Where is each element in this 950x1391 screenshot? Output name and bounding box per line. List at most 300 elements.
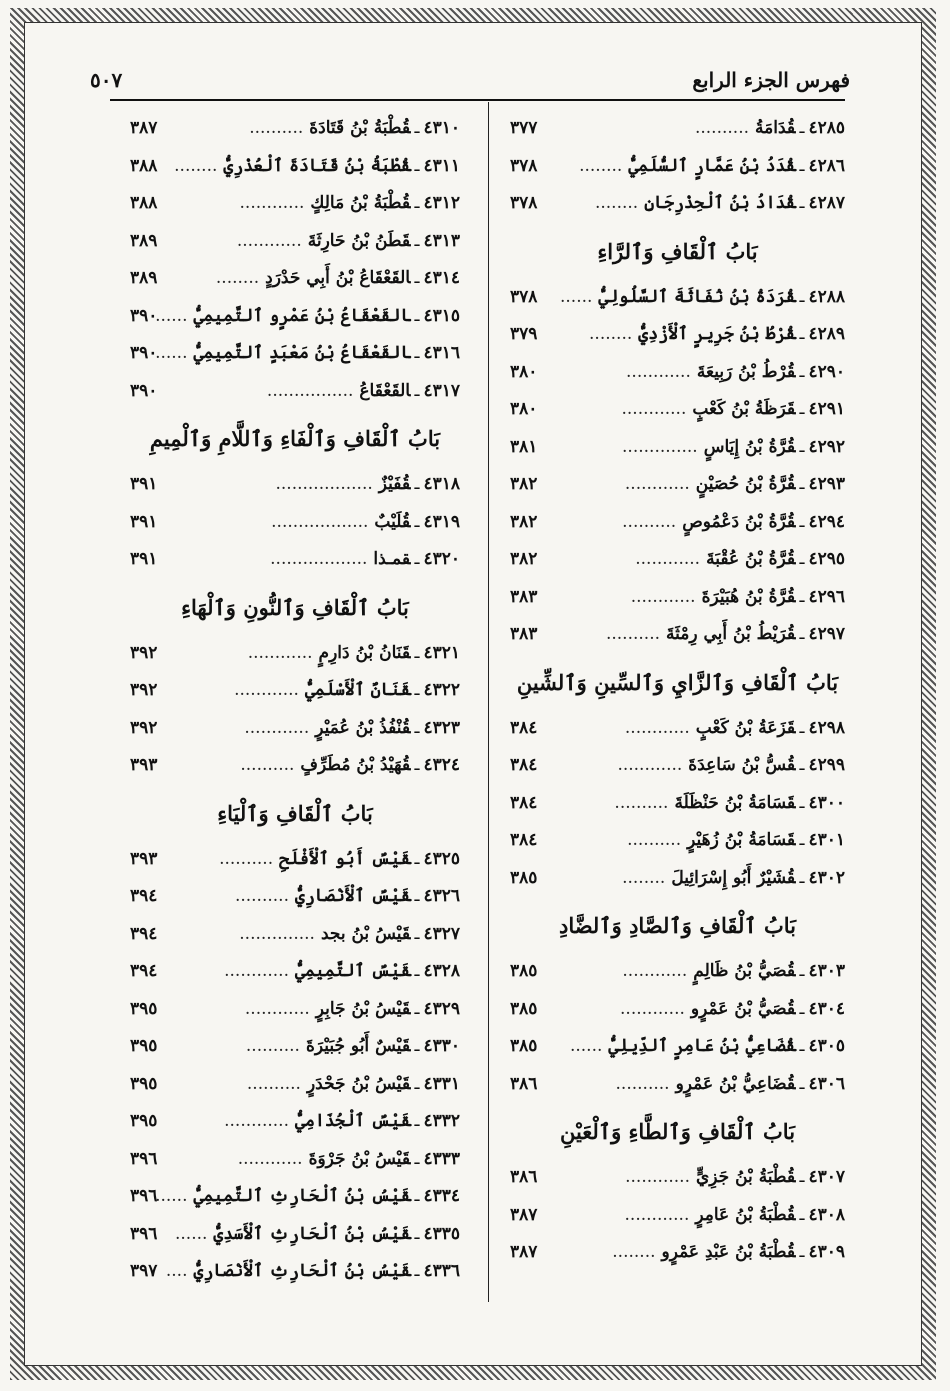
entry-number: ٤٣٠٠ [808,792,845,813]
entry-number: ٤٣٠٥ [808,1036,845,1056]
entry-leader-dots: ...... [559,286,593,307]
entry-name: قُفَيْزٌ [378,474,411,494]
entry-leader-dots: .......... [614,792,669,813]
entry-leader-dots: .......... [605,624,661,644]
entry-separator: ـ [414,998,420,1019]
entry-separator: ـ [414,755,420,775]
entry-leader-dots: ............ [630,586,696,607]
entry-page-number: ٣٨٥ [510,961,538,981]
entry-number: ٤٣٣١ [423,1073,460,1094]
index-entry [130,298,460,336]
entry-leader-dots: ........ [622,867,666,888]
page-title: فهرس الجزء الرابع [692,68,850,92]
entry-number: ٤٣٢٨ [423,961,460,981]
entry-separator: ـ [414,268,420,288]
entry-name: قُرَّةُ بْنُ هُبَيْرَةَ [701,586,796,607]
index-entry [130,991,460,1029]
entry-page-number: ٣٧٨ [510,286,538,307]
entry-name: قَسَامَةُ بْنُ زُهَيْرٍ [687,830,796,850]
entry-leader-dots: .............. [239,923,315,944]
entry-leader-dots: ............ [237,1148,303,1169]
entry-separator: ـ [414,642,420,663]
entry-name: قُطْبَةُ بْنُ عَامِرٍ [695,1204,796,1225]
entry-number: ٤٣٢٩ [423,998,460,1019]
index-entry [130,260,460,298]
index-entry [130,504,460,542]
index-entry [130,1253,460,1291]
entry-page-number: ٣٧٧ [510,118,538,138]
entry-leader-dots: ............ [620,998,685,1019]
entry-number: ٤٣٠٤ [808,998,845,1019]
entry-name: قَيْسُ بْنُ جَرْوَةَ [308,1148,411,1169]
entry-number: ٤٣٢٦ [423,886,460,906]
entry-separator: ـ [414,923,420,944]
index-entry [510,616,845,654]
entry-number: ٤٣٢١ [423,642,460,663]
entry-page-number: ٣٨٦ [510,1073,538,1094]
entry-number: ٤٢٩٩ [808,755,845,775]
entry-number: ٤٣٢٥ [423,848,460,869]
entry-number: ٤٣١٠ [423,118,460,138]
entry-leader-dots: .......... [240,755,295,775]
entry-separator: ـ [414,549,420,569]
index-entry [510,953,845,991]
entry-name: قُدَامَةُ [755,118,796,138]
index-entry [130,335,460,373]
entry-leader-dots: .................. [275,474,373,494]
index-entry [510,860,845,898]
index-entry [510,391,845,429]
entry-page-number: ٣٩٠ [130,380,158,401]
entry-name: قُطْبَةُ بْنُ قَتَادَةَ [309,118,411,138]
entry-leader-dots: .......... [615,1073,670,1094]
entry-leader-dots: ............ [621,399,687,419]
entry-leader-dots: ............ [239,193,305,213]
entry-leader-dots: .................. [270,549,368,569]
entry-number: ٤٣١٦ [423,343,460,363]
entry-number: ٤٣٣٠ [423,1036,460,1056]
entry-leader-dots: .... [165,1261,188,1281]
entry-name: قَنَانٌ ٱلْأَسْلَمِيُّ [304,680,411,700]
entry-name: قَيْسٌ ٱلْأَنْصَارِيُّ [294,886,411,906]
entry-leader-dots: ........ [589,324,633,344]
entry-number: ٤٣١٨ [423,474,460,494]
entry-name: قمـذا [373,549,411,569]
entry-page-number: ٣٧٩ [510,324,538,344]
entry-separator: ـ [799,436,805,457]
entry-name: قُرَّةُ بْنُ إِيَاسٍ [703,436,796,457]
entry-page-number: ٣٩٤ [130,923,158,944]
entry-leader-dots: .............. [622,436,698,457]
entry-separator: ـ [414,193,420,213]
entry-page-number: ٣٨٦ [510,1167,538,1187]
entry-name: قُرَيْطُ بْنُ أَبِي رِمْثَةَ [666,624,796,644]
index-entry [510,1197,845,1235]
entry-separator: ـ [799,361,805,382]
entry-page-number: ٣٨٤ [510,830,538,850]
entry-page-number: ٣٨٨ [130,155,158,176]
entry-name: قَيْسُ بْنُ بجد [320,923,411,944]
left-column [130,110,460,1291]
entry-name: قُدَدُ بْنُ عَمَّارٍ ٱلسُّلَمِيُّ [628,155,796,176]
entry-number: ٤٢٨٩ [808,324,845,344]
entry-separator: ـ [799,792,805,813]
index-entry [510,541,845,579]
entry-name: قَيْسٌ أَبُو ٱلْأَفْلَحِ [279,848,411,869]
entry-page-number: ٣٨٨ [130,193,158,213]
index-entry [510,785,845,823]
entry-separator: ـ [414,1186,420,1206]
entry-page-number: ٣٩٦ [130,1148,158,1169]
entry-number: ٤٣٠٨ [808,1204,845,1225]
entry-page-number: ٣٩٥ [130,1036,158,1056]
entry-page-number: ٣٨٢ [510,474,538,494]
entry-page-number: ٣٨٩ [130,230,158,251]
entry-leader-dots: ...... [569,1036,603,1056]
entry-separator: ـ [414,1111,420,1131]
index-entry [130,185,460,223]
index-entry [130,1141,460,1179]
index-entry [130,710,460,748]
entry-separator: ـ [414,961,420,981]
entry-number: ٤٣٢٢ [423,680,460,700]
entry-leader-dots: ........ [579,155,623,176]
entry-number: ٤٣١٣ [423,230,460,251]
index-entry [510,1159,845,1197]
entry-separator: ـ [414,155,420,176]
entry-leader-dots: .......... [249,118,304,138]
entry-separator: ـ [799,549,805,569]
entry-page-number: ٣٩٢ [130,680,158,700]
entry-name: قُرَّةُ بْنُ حُصَيْنٍ [695,474,796,494]
entry-number: ٤٢٩١ [808,399,845,419]
index-entry [510,1234,845,1272]
entry-leader-dots: ...... [174,1223,208,1244]
entry-page-number: ٣٩٧ [130,1261,158,1281]
entry-number: ٤٢٨٨ [808,286,845,307]
entry-number: ٤٣٣٦ [423,1261,460,1281]
entry-page-number: ٣٨٤ [510,792,538,813]
entry-name: قُرَدَةُ بْنُ نُفَاثَةَ ٱلسَّلُولِيُّ [598,286,796,307]
entry-separator: ـ [414,343,420,363]
entry-name: قُطْبَةُ بْنُ مَالِكٍ [310,193,411,213]
index-entry [510,316,845,354]
entry-separator: ـ [799,193,805,213]
section-heading: بَابُ ٱلْقَافِ وَٱلطَّاءِ وَٱلْعَيْنِ [559,1119,796,1144]
entry-leader-dots: .................. [271,511,369,532]
entry-number: ٤٣٢٠ [423,549,460,569]
entry-name: قَيْسٌ ٱلتَّمِيمِيُّ [294,961,411,981]
entry-separator: ـ [799,961,805,981]
entry-name: قُطْبَةُ بْنُ جَزِيٍّ [695,1167,796,1187]
entry-name: قَيْسُ بْنُ ٱلْحَارِثِ ٱلْأَنْصَارِيُّ [193,1261,411,1281]
header-rule [110,99,845,101]
entry-separator: ـ [414,380,420,401]
entry-separator: ـ [414,848,420,869]
entry-leader-dots: .......... [245,1036,300,1056]
entry-separator: ـ [799,624,805,644]
entry-number: ٤٢٨٦ [808,155,845,176]
index-entry [510,429,845,467]
entry-page-number: ٣٨٧ [510,1204,538,1225]
entry-separator: ـ [414,717,420,738]
entry-separator: ـ [414,886,420,906]
entry-page-number: ٣٩٤ [130,961,158,981]
entry-name: قُصَيُّ بْنُ ظَالِمٍ [693,961,796,981]
entry-number: ٤٣٠٢ [808,867,845,888]
page-header [90,62,850,102]
entry-separator: ـ [799,1167,805,1187]
entry-number: ٤٢٩٢ [808,436,845,457]
index-entry [510,110,845,148]
entry-leader-dots: ............ [244,717,310,738]
index-entry [130,373,460,411]
entry-page-number: ٣٨٥ [510,998,538,1019]
entry-separator: ـ [414,1261,420,1281]
entry-name: قَنَانُ بْنُ دَارِمٍ [318,642,411,663]
entry-number: ٤٣٢٣ [423,717,460,738]
entry-separator: ـ [799,511,805,532]
entry-leader-dots: ............ [624,1204,690,1225]
entry-name: قُلَيْبٌ [374,511,411,532]
entry-number: ٤٣٢٧ [423,923,460,944]
index-entry [510,504,845,542]
entry-number: ٤٢٩٣ [808,474,845,494]
index-entry [510,747,845,785]
index-entry [130,541,460,579]
index-entry [510,185,845,223]
entry-page-number: ٣٩١ [130,511,158,532]
entry-separator: ـ [414,1148,420,1169]
entry-separator: ـ [799,717,805,738]
entry-name: القَعْقَاعُ بْنُ عَمْرٍو ٱلتَّمِيمِيُّ [193,305,411,326]
entry-number: ٤٣١٥ [423,305,460,326]
entry-number: ٤٢٩٤ [808,511,845,532]
entry-number: ٤٢٩٥ [808,549,845,569]
entry-name: قُصَيُّ بْنُ عَمْرٍو [690,998,796,1019]
entry-name: قَطَنُ بْنُ حَارِثَةَ [307,230,411,251]
entry-leader-dots: .......... [627,830,682,850]
entry-name: قُرَّةُ بْنُ عُقْبَةَ [706,549,796,569]
entry-leader-dots: ............ [224,1111,289,1131]
entry-page-number: ٣٨٠ [510,399,538,419]
index-entry [510,710,845,748]
index-entry [130,148,460,186]
entry-number: ٤٣٣٢ [423,1111,460,1131]
entry-name: القَعْقَاعُ بْنُ أَبِي حَدْرَدٍ [265,268,411,288]
entry-name: قُضَاعِيُّ بْنُ عَامِرٍ ٱلدِّيلِيُّ [608,1036,796,1056]
entry-name: قُطْبَةُ بْنُ قَتَادَةَ ٱلْعُذْرِيُّ [223,155,411,176]
index-entry [130,466,460,504]
entry-page-number: ٣٨٥ [510,867,538,888]
entry-number: ٤٢٩٠ [808,361,845,382]
entry-leader-dots: ............ [624,474,690,494]
entry-name: قُرَّةُ بْنُ دَعْمُوصٍ [682,511,796,532]
entry-leader-dots: .......... [694,118,750,138]
index-entry [130,878,460,916]
entry-page-number: ٣٩٥ [130,1111,158,1131]
section-heading: بَابُ ٱلْقَافِ وَٱلنُّونِ وَٱلْهَاءِ [181,594,409,620]
index-entry [510,148,845,186]
index-entry [130,841,460,879]
index-entry [130,672,460,710]
entry-separator: ـ [799,118,805,138]
entry-page-number: ٣٨٧ [510,1242,538,1262]
entry-page-number: ٣٨٣ [510,586,538,607]
entry-leader-dots: .......... [234,886,289,906]
entry-separator: ـ [414,1223,420,1244]
entry-separator: ـ [799,755,805,775]
entry-separator: ـ [414,118,420,138]
entry-number: ٤٣٣٣ [423,1148,460,1169]
entry-leader-dots: ............ [617,755,683,775]
entry-separator: ـ [799,998,805,1019]
entry-separator: ـ [799,1242,805,1262]
index-entry [130,1178,460,1216]
entry-number: ٤٣١٢ [423,193,460,213]
entry-number: ٤٢٩٦ [808,586,845,607]
entry-separator: ـ [799,474,805,494]
entry-leader-dots: ............ [236,230,302,251]
entry-number: ٤٣٠٦ [808,1073,845,1094]
entry-leader-dots: ............ [622,961,688,981]
section-heading: بَابُ ٱلْقَافِ وَٱلصَّادِ وَٱلضَّادِ [558,913,797,938]
entry-separator: ـ [799,586,805,607]
entry-name: قُسُّ بْنُ سَاعِدَةَ [688,755,796,775]
entry-number: ٤٢٩٨ [808,717,845,738]
entry-name: قَيْسٌ ٱلْجُذَامِيُّ [294,1111,411,1131]
entry-page-number: ٣٩٢ [130,717,158,738]
entry-page-number: ٣٨٤ [510,755,538,775]
entry-name: القَعْقَاعُ بْنُ مَعْبَدٍ ٱلتَّمِيمِيُّ [193,343,411,363]
entry-page-number: ٣٩٢ [130,642,158,663]
entry-leader-dots: ...... [155,305,188,326]
index-entry [510,354,845,392]
entry-separator: ـ [799,399,805,419]
index-entry [130,1216,460,1254]
entry-page-number: ٣٨٢ [510,549,538,569]
index-entry [130,635,460,673]
index-entry [510,991,845,1029]
entry-number: ٤٢٨٧ [808,193,845,213]
entry-page-number: ٣٨١ [510,436,538,457]
index-entry [510,579,845,617]
index-entry [510,279,845,317]
entry-page-number: ٣٩١ [130,549,158,569]
entry-leader-dots: ........ [215,268,260,288]
entry-name: قَيْسُ بْنُ ٱلْحَارِثِ ٱلْأَسَدِيُّ [213,1223,411,1244]
section-heading: بَابُ ٱلْقَافِ وَٱلزَّايِ وَٱلسِّينِ وَٱلشِّينِ [516,669,839,695]
entry-separator: ـ [799,1036,805,1056]
entry-page-number: ٣٩٥ [130,998,158,1019]
entry-number: ٤٣٠٩ [808,1242,845,1262]
entry-name: قَيْسٌ أَبُو جُبَيْرَةَ [305,1036,411,1056]
entry-name: قَيْسُ بْنُ جَحْدَرٍ [306,1073,411,1094]
entry-number: ٤٣١٤ [423,268,460,288]
index-entry [130,953,460,991]
index-entry [130,916,460,954]
entry-separator: ـ [799,286,805,307]
entry-number: ٤٢٨٥ [808,118,845,138]
entry-page-number: ٣٩٠ [130,343,158,363]
section-heading: بَابُ ٱلْقَافِ وَٱلْيَاءِ [217,800,373,826]
page-number: ٥٠٧ [90,68,123,92]
entry-leader-dots: ............ [624,717,690,738]
index-entry [510,822,845,860]
entry-page-number: ٣٩٥ [130,1073,158,1094]
entry-number: ٤٣٢٤ [423,755,460,775]
entry-separator: ـ [414,511,420,532]
entry-name: قَزَعَةُ بْنُ كَعْبٍ [695,717,796,738]
index-entry [510,1028,845,1066]
index-entry [130,747,460,785]
entry-separator: ـ [414,230,420,251]
entry-page-number: ٣٩٤ [130,886,158,906]
entry-leader-dots: .......... [622,511,677,532]
entry-number: ٤٣٣٥ [423,1223,460,1244]
entry-number: ٤٢٩٧ [808,624,845,644]
entry-number: ٤٣١٩ [423,511,460,532]
entry-name: قُرْطُ بْنُ جَرِيرٍ ٱلْأَزْدِيُّ [638,324,796,344]
entry-leader-dots: ................ [266,380,354,401]
entry-leader-dots: ........ [174,155,218,176]
entry-separator: ـ [799,1073,805,1094]
entry-page-number: ٣٩٦ [130,1223,158,1244]
entry-leader-dots: ...... [155,1186,188,1206]
entry-leader-dots: ...... [155,343,188,363]
entry-name: قُرْطُ بْنُ رَبِيعَةَ [696,361,796,382]
section-heading: بَابُ ٱلْقَافِ وَٱلرَّاءِ [597,238,758,264]
entry-number: ٤٣١١ [423,155,460,176]
entry-leader-dots: ............ [234,680,299,700]
entry-page-number: ٣٧٨ [510,155,538,176]
entry-leader-dots: ............ [635,549,701,569]
entry-page-number: ٣٨٣ [510,624,538,644]
entry-separator: ـ [799,830,805,850]
entry-leader-dots: .......... [219,848,274,869]
entry-leader-dots: ............ [625,1167,690,1187]
entry-name: قُضَاعِيُّ بْنُ عَمْرٍو [675,1073,796,1094]
entry-separator: ـ [414,1073,420,1094]
entry-name: قُنْفُذُ بْنُ عُمَيْرٍ [315,717,411,738]
entry-page-number: ٣٨٥ [510,1036,538,1056]
entry-page-number: ٣٨٠ [510,361,538,382]
index-entry [130,223,460,261]
entry-name: قُدَادُ بْنُ ٱلْحِذْرِجَانِ [644,193,796,213]
entry-number: ٤٣١٧ [423,380,460,401]
entry-leader-dots: .......... [246,1073,301,1094]
entry-page-number: ٣٨٢ [510,511,538,532]
index-entry [130,110,460,148]
right-column [510,110,845,1272]
entry-page-number: ٣٩٣ [130,848,158,869]
entry-name: قَيْسُ بْنُ ٱلْحَارِثِ ٱلتَّمِيمِيُّ [193,1186,411,1206]
entry-leader-dots: ........ [612,1242,656,1262]
entry-name: قَرَظَةُ بْنُ كَعْبٍ [692,399,796,419]
entry-separator: ـ [799,155,805,176]
entry-number: ٤٣٣٤ [423,1186,460,1206]
entry-name: قُطْبَةُ بْنُ عَبْدِ عَمْرٍو [661,1242,796,1262]
section-heading: بَابُ ٱلْقَافِ وَٱلْفَاءِ وَٱللَّامِ وَٱلْمِيمِ [149,426,441,451]
entry-name: القَعْقَاعُ [359,380,411,401]
entry-separator: ـ [414,680,420,700]
entry-page-number: ٣٨٩ [130,268,158,288]
entry-name: قُشَيْرٌ أَبُو إِسْرَائِيلَ [671,867,796,888]
entry-leader-dots: ............ [224,961,289,981]
entry-separator: ـ [414,305,420,326]
entry-page-number: ٣٨٤ [510,717,538,738]
entry-page-number: ٣٩٣ [130,755,158,775]
